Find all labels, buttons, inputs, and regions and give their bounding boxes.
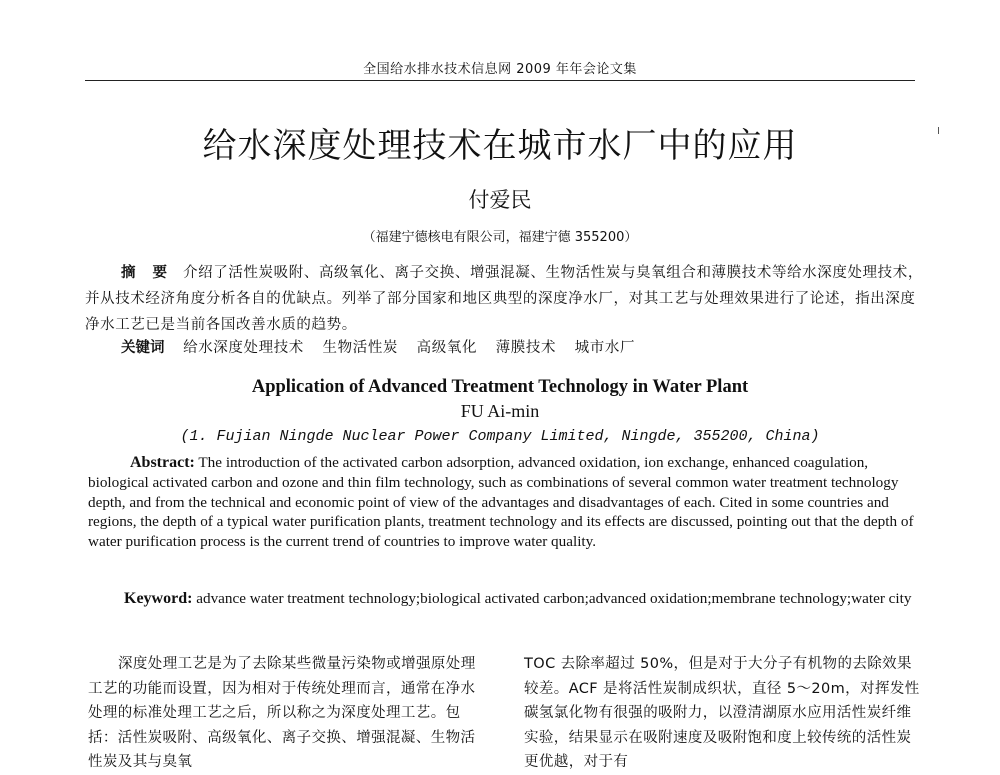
- abstract-cn-label: 摘 要: [121, 264, 174, 281]
- keyword-cn-item: 高级氧化: [416, 340, 478, 356]
- body-column-left: 深度处理工艺是为了去除某些微量污染物或增强原处理工艺的功能而设置，因为相对于传统处理而言，通常在净水处理的标准处理工艺之后，所以称之为深度处理工艺。包括：活性炭吸附、高级氧化、离子交换、增强混凝、生物活性炭及其与臭氧: [88, 656, 476, 770]
- abstract-en-text: The introduction of the activated carbon adsorption, advanced oxidation, ion exchange, enhanced coagulation, biological activated carbon and ozone and thin film technology, such as combinations of several common water treatment technology depth, and from the technical and economic point of view of the advantages and disadvantages of each. Cited in some countries and regions, the depth of a typical water purification plants, treatment technology and its effects are discussed, pointing out that the depth of water purification process is the current trend of countries to improve water quality.: [88, 454, 914, 551]
- keywords-en-text: advance water treatment technology;biological activated carbon;advanced oxidation;membrane technology;water city: [196, 590, 912, 607]
- keywords-cn: [121, 336, 921, 360]
- header-rule: [85, 80, 915, 81]
- abstract-en-label: Abstract:: [130, 454, 195, 471]
- keywords-en: [88, 589, 926, 609]
- author-cn: 付爱民: [468, 188, 532, 212]
- body-column-right: TOC 去除率超过 50%，但是对于大分子有机物的去除效果较差。ACF 是将活性炭制成织状，直径 5～20m，对挥发性碳氢氯化物有很强的吸附力，以澄清湖原水应用活性炭纤维实验，结果显示在吸附速度及吸附饱和度上较传统的活性炭更优越，对于有: [524, 656, 920, 770]
- keyword-cn-item: 给水深度处理技术: [183, 340, 304, 356]
- paper-title-en: Application of Advanced Treatment Technology in Water Plant: [251, 377, 749, 397]
- affiliation-en: (1. Fujian Ningde Nuclear Power Company Limited, Ningde, 355200, China): [180, 428, 820, 445]
- keyword-cn-item: 城市水厂: [574, 340, 636, 356]
- keyword-cn-item: 薄膜技术: [495, 340, 557, 356]
- keyword-cn-item: 生物活性炭: [322, 340, 399, 356]
- abstract-cn-text: 介绍了活性炭吸附、高级氧化、离子交换、增强混凝、生物活性炭与臭氧组合和薄膜技术等给水深度处理技术，并从技术经济角度分析各自的优缺点。列举了部分国家和地区典型的深度净水厂，对其工艺与处理效果进行了论述，指出深度净水工艺已是当前各国改善水质的趋势。: [85, 265, 923, 333]
- abstract-en: [88, 453, 926, 552]
- abstract-cn: [85, 260, 923, 338]
- keywords-en-label: Keyword:: [124, 590, 193, 607]
- affiliation-cn: （福建宁德核电有限公司，福建宁德 355200）: [362, 230, 638, 245]
- running-header: 全国给水排水技术信息网 2009 年年会论文集: [363, 62, 637, 77]
- keywords-cn-label: 关键词: [121, 340, 165, 356]
- paper-title-cn: 给水深度处理技术在城市水厂中的应用: [202, 126, 798, 166]
- author-en: FU Ai-min: [460, 401, 540, 421]
